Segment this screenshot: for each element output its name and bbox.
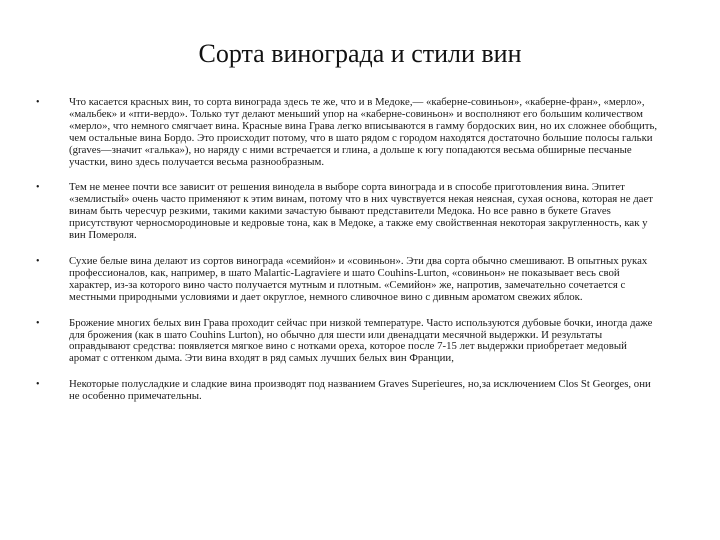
- bullet-item: [36, 318, 660, 366]
- bullet-item: [36, 97, 660, 168]
- bullet-text: Сухие белые вина делают из сортов винограда «семийон» и «совиньон». Эти два сорта обычно смешивают. В опытных руках профессионалов, как, например, в шато Malartic-Lagraviere и шато Couhins-Lurton, «совиньон» не показывает весь свой характер, из-за которого вино часто получается мутным и плотным. «Семийон» же, напротив, замечательно сочетается с местными природными условиями и дает округлое, немного сливочное вино с дивным ароматом свежих яблок.: [69, 254, 648, 303]
- bullet-text: Тем не менее почти все зависит от решения винодела в выборе сорта винограда и в способе приготовления вина. Эпитет «землистый» очень часто применяют к этим винам, потому что в них чувствуется некая неясная, сухая основа, которая не дает винам быть чересчур резкими, такими какими зачастую бывают представители Медока. Но все равно в букете Graves присутствуют черносмородиновые и кедровые тона, как в Медоке, а также ему свойственная некоторая закругленность, как у вин Помероля.: [69, 181, 653, 242]
- bullet-text: Брожение многих белых вин Грава проходит сейчас при низкой температуре. Часто используются дубовые бочки, иногда даже для брожения (как в шато Couhins Lurton), но обычно для шести или двенадцати месячной выдержки. И результаты оправдывают средства: появляется мягкое вино с нотками ореха, которое после 7-15 лет выдержки приобретает медовый аромат с оттенком дыма. Эти вина входят в ряд самых лучших белых вин Франции,: [69, 316, 653, 365]
- bullet-item: [36, 256, 660, 304]
- bullet-dot-icon: •: [36, 317, 40, 329]
- bullet-dot-icon: •: [36, 255, 40, 267]
- bullet-dot-icon: •: [36, 182, 40, 194]
- bullet-list: [36, 97, 660, 417]
- bullet-item: [36, 182, 660, 242]
- bullet-text: Некоторые полусладкие и сладкие вина производят под названием Graves Superieures, но,за исключением Clos St Georges, они не особенно примечательны.: [69, 378, 651, 403]
- bullet-dot-icon: •: [36, 97, 40, 108]
- bullet-dot-icon: •: [36, 379, 40, 391]
- slide-title: Сорта винограда и стили вин: [198, 39, 522, 68]
- bullet-text: Что касается красных вин, то сорта винограда здесь те же, что и в Медоке,— «каберне-совиньон», «каберне-фран», «мерло», «мальбек» и «пти-вердо». Только тут делают меньший упор на «каберне-совиньон» и восполняют его большим количеством «мерло», что немного смягчает вина. Красные вина Грава легко вписываются в гамму бордоских вин, но их сложнее обобщить, чем остальные вина Бордо. Это происходит потому, что в шато рядом с городом находятся достаточно большие полосы гальки (graves—значит «галька»), но наряду с ними встречается и глина, а дольше к югу попадаются весьма обширные песчаные участки, вино здесь получается весьма разнообразным.: [69, 96, 658, 168]
- bullet-item: [36, 379, 660, 403]
